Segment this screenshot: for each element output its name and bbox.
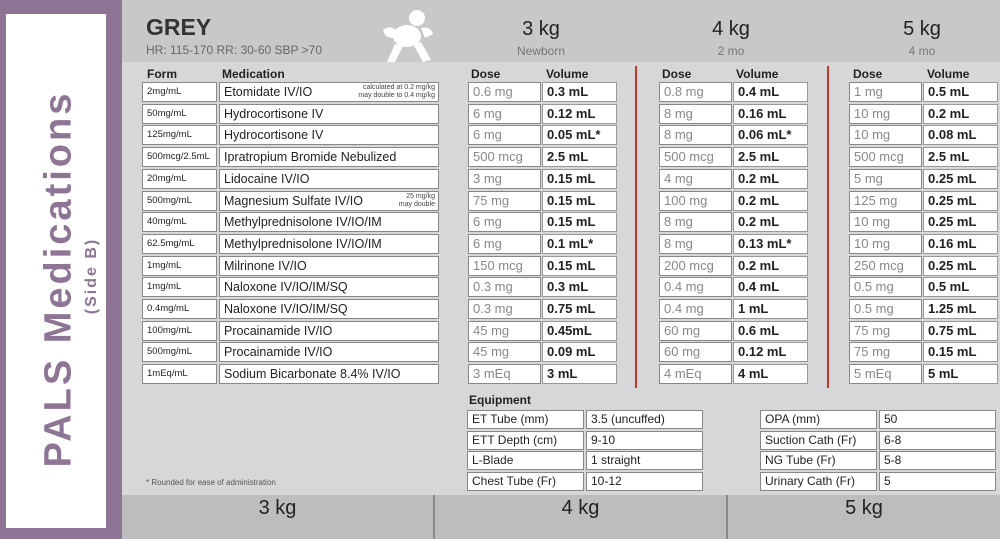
main-card	[122, 0, 1000, 539]
equipment-label: NG Tube (Fr)	[760, 451, 877, 470]
col-volume-3: Volume	[927, 67, 970, 81]
dose-cell: 75 mg	[849, 321, 922, 341]
dose-cell: 45 mg	[468, 321, 541, 341]
volume-cell: 0.15 mL	[542, 169, 617, 189]
dose-cell: 125 mg	[849, 191, 922, 211]
form-cell: 500mcg/2.5mL	[142, 147, 217, 167]
volume-cell: 0.3 mL	[542, 277, 617, 297]
col-volume-1: Volume	[546, 67, 589, 81]
dose-cell: 45 mg	[468, 342, 541, 362]
dose-cell: 3 mEq	[468, 364, 541, 384]
dose-cell: 6 mg	[468, 212, 541, 232]
footnote: * Rounded for ease of administration	[146, 478, 276, 487]
volume-cell: 0.16 mL	[733, 104, 808, 124]
volume-cell: 0.25 mL	[923, 191, 998, 211]
volume-cell: 0.25 mL	[923, 169, 998, 189]
volume-cell: 2.5 mL	[542, 147, 617, 167]
form-cell: 2mg/mL	[142, 82, 217, 102]
equipment-value: 10-12	[586, 472, 703, 491]
dose-cell: 8 mg	[659, 212, 732, 232]
medication-name: Magnesium Sulfate IV/IO	[224, 194, 363, 208]
medication-cell	[219, 125, 439, 145]
volume-cell: 2.5 mL	[923, 147, 998, 167]
dose-cell: 75 mg	[849, 342, 922, 362]
volume-cell: 3 mL	[542, 364, 617, 384]
medication-cell	[219, 299, 439, 319]
medication-cell	[219, 212, 439, 232]
volume-cell: 0.13 mL*	[733, 234, 808, 254]
form-cell: 500mg/mL	[142, 342, 217, 362]
volume-cell: 0.2 mL	[733, 212, 808, 232]
form-cell: 100mg/mL	[142, 321, 217, 341]
form-cell: 500mg/mL	[142, 191, 217, 211]
medication-name: Methylprednisolone IV/IO/IM	[224, 237, 382, 251]
dose-cell: 500 mcg	[849, 147, 922, 167]
age-5kg: 4 mo	[908, 44, 936, 58]
dose-cell: 200 mcg	[659, 256, 732, 276]
volume-cell: 2.5 mL	[733, 147, 808, 167]
weight-4kg: 4 kg	[712, 18, 750, 40]
vitals: HR: 115-170 RR: 30-60 SBP >70	[146, 43, 322, 57]
equipment-value: 50	[879, 410, 996, 429]
volume-cell: 0.75 mL	[923, 321, 998, 341]
baby-icon	[377, 8, 437, 64]
form-cell: 1mEq/mL	[142, 364, 217, 384]
volume-cell: 0.15 mL	[923, 342, 998, 362]
dose-cell: 0.3 mg	[468, 299, 541, 319]
age-3kg: Newborn	[516, 44, 566, 58]
divider-2	[827, 66, 829, 388]
footer-5kg: 5 kg	[845, 497, 883, 519]
dose-cell: 10 mg	[849, 104, 922, 124]
medication-name: Etomidate IV/IO	[224, 85, 313, 99]
dose-cell: 0.5 mg	[849, 277, 922, 297]
medication-name: Hydrocortisone IV	[224, 107, 324, 121]
medication-cell	[219, 234, 439, 254]
side-subtitle: (Side B)	[83, 237, 100, 315]
form-cell: 62.5mg/mL	[142, 234, 217, 254]
dose-cell: 1 mg	[849, 82, 922, 102]
medication-cell	[219, 256, 439, 276]
medication-cell	[219, 277, 439, 297]
equipment-value: 3.5 (uncuffed)	[586, 410, 703, 429]
equipment-value: 5	[879, 472, 996, 491]
medication-cell	[219, 104, 439, 124]
medication-cell	[219, 147, 439, 167]
dose-cell: 10 mg	[849, 125, 922, 145]
dose-cell: 6 mg	[468, 234, 541, 254]
medication-cell	[219, 342, 439, 362]
volume-cell: 0.08 mL	[923, 125, 998, 145]
dose-cell: 60 mg	[659, 321, 732, 341]
header	[122, 0, 1000, 62]
dose-cell: 8 mg	[659, 234, 732, 254]
volume-cell: 0.4 mL	[733, 277, 808, 297]
medication-name: Hydrocortisone IV	[224, 128, 324, 142]
equipment-label: ETT Depth (cm)	[467, 431, 584, 450]
divider-1	[635, 66, 637, 388]
volume-cell: 0.2 mL	[923, 104, 998, 124]
volume-cell: 0.25 mL	[923, 256, 998, 276]
volume-cell: 0.06 mL*	[733, 125, 808, 145]
footer-3kg: 3 kg	[258, 497, 297, 519]
side-panel	[6, 14, 106, 528]
medication-name: Naloxone IV/IO/IM/SQ	[224, 280, 348, 294]
form-cell: 20mg/mL	[142, 169, 217, 189]
equipment-label: Suction Cath (Fr)	[760, 431, 877, 450]
volume-cell: 0.2 mL	[733, 191, 808, 211]
volume-cell: 0.6 mL	[733, 321, 808, 341]
volume-cell: 0.09 mL	[542, 342, 617, 362]
dose-cell: 5 mEq	[849, 364, 922, 384]
volume-cell: 5 mL	[923, 364, 998, 384]
form-cell: 50mg/mL	[142, 104, 217, 124]
weight-5kg: 5 kg	[903, 18, 941, 40]
volume-cell: 0.2 mL	[733, 169, 808, 189]
dose-cell: 5 mg	[849, 169, 922, 189]
volume-cell: 4 mL	[733, 364, 808, 384]
equipment-label: Urinary Cath (Fr)	[760, 472, 877, 491]
equipment-title: Equipment	[469, 393, 531, 407]
volume-cell: 1.25 mL	[923, 299, 998, 319]
dose-cell: 4 mEq	[659, 364, 732, 384]
col-volume-2: Volume	[736, 67, 779, 81]
col-form: Form	[147, 67, 177, 81]
col-dose-1: Dose	[471, 67, 501, 81]
volume-cell: 0.15 mL	[542, 212, 617, 232]
age-4kg: 2 mo	[717, 44, 745, 58]
dose-cell: 4 mg	[659, 169, 732, 189]
volume-cell: 0.1 mL*	[542, 234, 617, 254]
volume-cell: 0.15 mL	[542, 191, 617, 211]
volume-cell: 0.3 mL	[542, 82, 617, 102]
form-cell: 1mg/mL	[142, 256, 217, 276]
equipment-label: OPA (mm)	[760, 410, 877, 429]
dose-cell: 0.5 mg	[849, 299, 922, 319]
volume-cell: 1 mL	[733, 299, 808, 319]
side-title: PALS Medications	[37, 90, 80, 468]
medication-cell	[219, 169, 439, 189]
medication-name: Ipratropium Bromide Nebulized	[224, 150, 397, 164]
volume-cell: 0.15 mL	[542, 256, 617, 276]
col-dose-3: Dose	[853, 67, 883, 81]
volume-cell: 0.25 mL	[923, 212, 998, 232]
dose-cell: 100 mg	[659, 191, 732, 211]
equipment-value: 9-10	[586, 431, 703, 450]
weight-3kg: 3 kg	[522, 18, 560, 40]
dose-cell: 10 mg	[849, 212, 922, 232]
dose-cell: 0.6 mg	[468, 82, 541, 102]
medication-cell	[219, 321, 439, 341]
equipment-label: Chest Tube (Fr)	[467, 472, 584, 491]
dose-cell: 0.4 mg	[659, 299, 732, 319]
medication-cell	[219, 364, 439, 384]
footer-4kg: 4 kg	[561, 497, 600, 519]
medication-name: Procainamide IV/IO	[224, 324, 333, 338]
equipment-value: 1 straight	[586, 451, 703, 470]
volume-cell: 0.4 mL	[733, 82, 808, 102]
equipment-label: ET Tube (mm)	[467, 410, 584, 429]
form-cell: 0.4mg/mL	[142, 299, 217, 319]
dose-cell: 6 mg	[468, 125, 541, 145]
volume-cell: 0.75 mL	[542, 299, 617, 319]
dose-cell: 0.3 mg	[468, 277, 541, 297]
medication-name: Sodium Bicarbonate 8.4% IV/IO	[224, 367, 401, 381]
col-medication: Medication	[222, 67, 285, 81]
dose-cell: 8 mg	[659, 125, 732, 145]
side-band	[0, 0, 122, 539]
dose-cell: 0.8 mg	[659, 82, 732, 102]
page-title: GREY	[146, 14, 212, 40]
volume-cell: 0.16 mL	[923, 234, 998, 254]
medication-cell	[219, 191, 439, 211]
medication-cell	[219, 82, 439, 102]
dose-cell: 60 mg	[659, 342, 732, 362]
dose-cell: 0.4 mg	[659, 277, 732, 297]
medication-note: 25 mg/kg may double	[398, 193, 435, 208]
volume-cell: 0.05 mL*	[542, 125, 617, 145]
volume-cell: 0.45mL	[542, 321, 617, 341]
medication-name: Naloxone IV/IO/IM/SQ	[224, 302, 348, 316]
medication-name: Procainamide IV/IO	[224, 345, 333, 359]
dose-cell: 75 mg	[468, 191, 541, 211]
medication-name: Lidocaine IV/IO	[224, 172, 310, 186]
volume-cell: 0.12 mL	[733, 342, 808, 362]
equipment-value: 6-8	[879, 431, 996, 450]
medication-note: calculated at 0.2 mg/kg may double to 0.4 mg/kg	[358, 84, 435, 99]
dose-cell: 10 mg	[849, 234, 922, 254]
medication-name: Methylprednisolone IV/IO/IM	[224, 215, 382, 229]
dose-cell: 500 mcg	[468, 147, 541, 167]
volume-cell: 0.12 mL	[542, 104, 617, 124]
dose-cell: 6 mg	[468, 104, 541, 124]
dose-cell: 8 mg	[659, 104, 732, 124]
volume-cell: 0.2 mL	[733, 256, 808, 276]
dose-cell: 250 mcg	[849, 256, 922, 276]
form-cell: 125mg/mL	[142, 125, 217, 145]
form-cell: 1mg/mL	[142, 277, 217, 297]
equipment-label: L-Blade	[467, 451, 584, 470]
dose-cell: 3 mg	[468, 169, 541, 189]
dose-cell: 150 mcg	[468, 256, 541, 276]
volume-cell: 0.5 mL	[923, 82, 998, 102]
volume-cell: 0.5 mL	[923, 277, 998, 297]
medication-name: Milrinone IV/IO	[224, 259, 307, 273]
form-cell: 40mg/mL	[142, 212, 217, 232]
equipment-value: 5-8	[879, 451, 996, 470]
dose-cell: 500 mcg	[659, 147, 732, 167]
col-dose-2: Dose	[662, 67, 692, 81]
footer	[122, 495, 1000, 539]
